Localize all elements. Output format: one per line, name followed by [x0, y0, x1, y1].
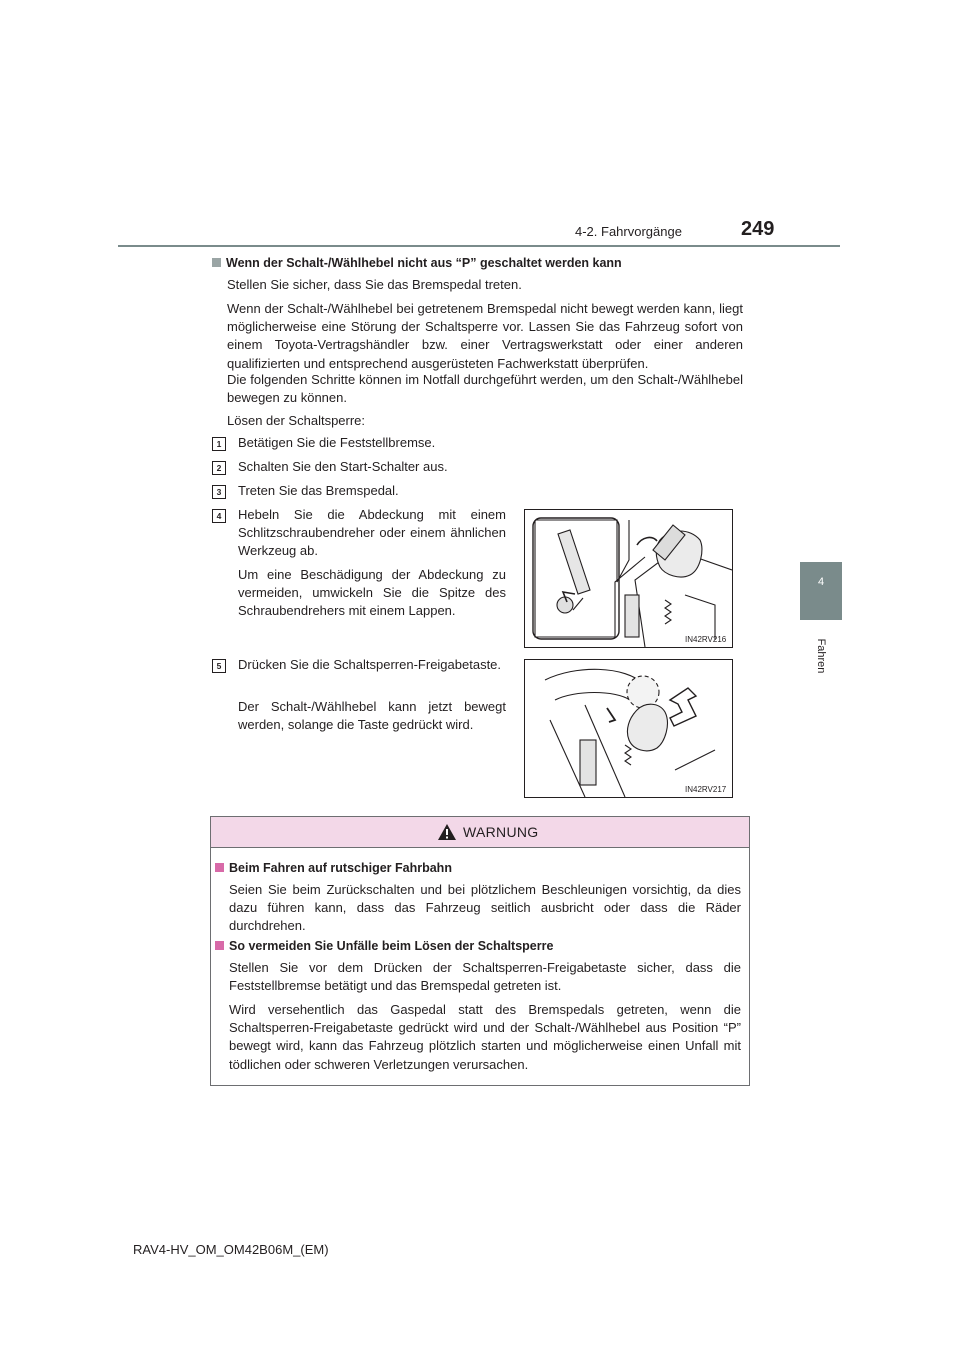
paragraph-release: Lösen der Schaltsperre:	[227, 413, 366, 428]
warning-text-accident: Wird versehentlich das Gaspedal statt des Bremspedals getreten, wenn die Schaltsperren-Freigabetaste gedrückt wird und der Schalt-/Wählhebel aus Position “P” bewegt wird, kann das Fahrzeug plötzlich starten und möglicherweise einen Unfall mit tödlichen oder schweren Verletzungen verursachen.	[229, 1002, 741, 1072]
warning-text-slippery: Seien Sie beim Zurückschalten und bei plötzlichem Beschleunigen vorsichtig, da dies dazu führen kann, dass das Fahrzeug seitlich ausbricht oder dass die Räder durchdrehen.	[229, 882, 741, 934]
shift-release-illustration	[525, 660, 732, 797]
page-number: 249	[741, 218, 775, 240]
step-number-4: 4	[212, 509, 226, 523]
warning-text-brake: Stellen Sie vor dem Drücken der Schaltsperren-Freigabetaste sicher, dass die Feststellbremse betätigt und das Bremspedal getreten ist.	[229, 960, 741, 994]
square-bullet-icon	[215, 941, 224, 950]
step-number-5: 5	[212, 659, 226, 673]
step-5-note: Der Schalt-/Wählhebel kann jetzt bewegt werden, solange die Taste gedrückt wird.	[238, 699, 506, 733]
figure-code-1: IN42RV216	[685, 635, 727, 644]
step-4-note: Um eine Beschädigung der Abdeckung zu vermeiden, umwickeln Sie die Spitze des Schraubendrehers mit einem Lappen.	[238, 567, 506, 619]
warning-heading-slippery-text: Beim Fahren auf rutschiger Fahrbahn	[229, 861, 452, 875]
step-4-text: Hebeln Sie die Abdeckung mit einem Schlitzschraubendreher oder einem ähnlichen Werkzeug ab.	[238, 507, 506, 559]
step-3-text: Treten Sie das Bremspedal.	[238, 483, 399, 498]
section-heading	[212, 256, 752, 270]
step-number-3: 3	[212, 485, 226, 499]
shift-cover-illustration	[525, 510, 732, 647]
header-divider	[118, 245, 840, 247]
step-5-text: Drücken Sie die Schaltsperren-Freigabetaste.	[238, 657, 502, 672]
step-number-2: 2	[212, 461, 226, 475]
step-2-text: Schalten Sie den Start-Schalter aus.	[238, 459, 448, 474]
warning-heading-slippery	[215, 861, 745, 875]
warning-heading-shiftlock-text: So vermeiden Sie Unfälle beim Lösen der Schaltsperre	[229, 939, 554, 953]
square-bullet-icon	[212, 258, 221, 267]
warning-heading-shiftlock	[215, 939, 745, 953]
section-title: 4-2. Fahrvorgänge	[575, 224, 682, 239]
step-number-1: 1	[212, 437, 226, 451]
figure-code-2: IN42RV217	[685, 785, 727, 794]
warning-box	[210, 816, 750, 1086]
square-bullet-icon	[215, 863, 224, 872]
paragraph-brake: Stellen Sie sicher, dass Sie das Bremspedal treten.	[227, 277, 522, 292]
chapter-number: 4	[817, 576, 825, 588]
section-heading-text: Wenn der Schalt-/Wählhebel nicht aus “P” geschaltet werden kann	[226, 256, 622, 270]
chapter-label: Fahren	[815, 638, 827, 674]
figure-shift-cover	[524, 509, 733, 648]
warning-triangle-icon	[437, 823, 457, 841]
paragraph-malfunction: Wenn der Schalt-/Wählhebel bei getretenem Bremspedal nicht bewegt werden kann, liegt möglicherweise eine Störung der Schaltsperre vor. Lassen Sie das Fahrzeug sofort von einem Toyota-Vertragshändler bzw. einer Vertragswerkstatt oder einer anderen qualifizierten und entsprechend ausgerüsteten Fachwerkstatt überprüfen.	[227, 301, 743, 371]
figure-shift-release	[524, 659, 733, 798]
warning-header	[211, 817, 749, 848]
warning-title: WARNUNG	[463, 824, 539, 840]
document-code: RAV4-HV_OM_OM42B06M_(EM)	[133, 1242, 329, 1257]
chapter-tab	[800, 562, 842, 620]
step-1-text: Betätigen Sie die Feststellbremse.	[238, 435, 436, 450]
paragraph-emergency: Die folgenden Schritte können im Notfall durchgeführt werden, um den Schalt-/Wählhebel bewegen zu können.	[227, 372, 743, 406]
